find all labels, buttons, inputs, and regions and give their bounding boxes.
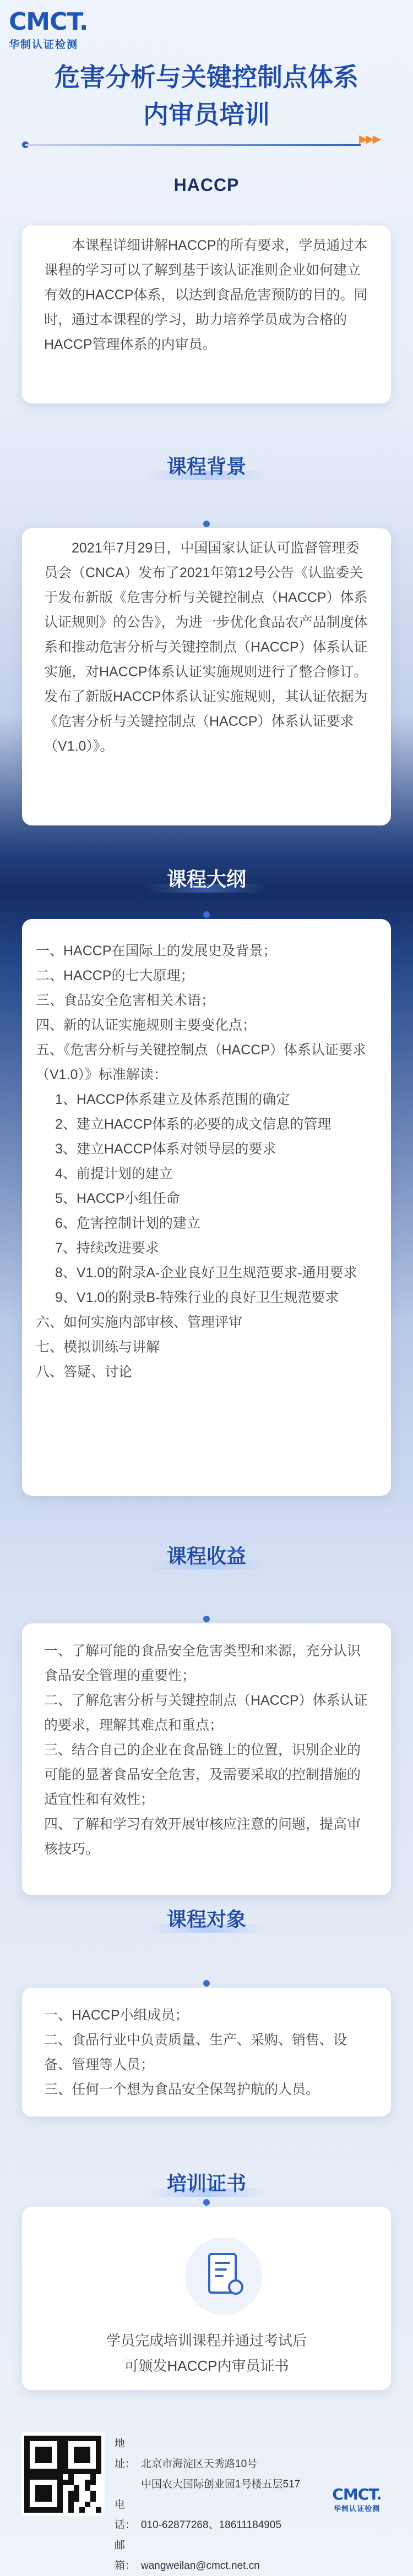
outline-item: 四、新的认证实施规则主要变化点；	[36, 1018, 257, 1033]
section-heading-benefits	[0, 1541, 413, 1572]
footer-logo[interactable]	[324, 2486, 390, 2513]
section-heading-background	[0, 451, 413, 482]
section-title: 课程背景	[140, 451, 273, 482]
outline-subitem: 8、V1.0的附录A-企业良好卫生规范要求-通用要求	[55, 1265, 357, 1281]
section-dot	[203, 911, 210, 918]
benefit-item: 二、了解危害分析与关键控制点（HACCP）体系认证的要求，理解其难点和重点；	[44, 1693, 368, 1733]
section-dot	[203, 2199, 210, 2206]
benefit-item: 一、了解可能的食品安全危害类型和来源，充分认识食品安全管理的重要性；	[44, 1643, 361, 1683]
email-label: 邮箱：	[115, 2540, 136, 2572]
phone-row	[115, 2495, 300, 2535]
outline-subitem: 9、V1.0的附录B-特殊行业的良好卫生规范要求	[55, 1290, 339, 1305]
certificate-card	[22, 2207, 391, 2390]
outline-subitem: 3、建立HACCP体系对领导层的要求	[55, 1141, 276, 1157]
phone-label: 电话：	[115, 2499, 136, 2531]
contact-info	[115, 2433, 300, 2576]
outline-subitem: 7、持续改进要求	[55, 1240, 159, 1256]
email-value[interactable]: wangweilan@cmct.net.cn	[141, 2560, 260, 2572]
certificate-line-1: 学员完成培训课程并通过考试后	[106, 2332, 307, 2349]
section-title: 培训证书	[140, 2168, 273, 2199]
phone-value[interactable]: 010-62877268、18611184905	[141, 2519, 281, 2531]
intro-text: 本课程详细讲解HACCP的所有要求，学员通过本课程的学习可以了解到基于该认证准则企业如何建立有效的HACCP体系，以达到食品危害预防的目的。同时，通过本课程的学习，助力培养学员成为合格的HACCP管理体系的内审员。	[44, 238, 368, 352]
outline-subitem: 4、前提计划的建立	[55, 1166, 173, 1182]
audience-item: 一、HACCP小组成员；	[44, 2008, 189, 2023]
section-dot	[203, 521, 210, 527]
title-divider	[25, 144, 361, 146]
outline-item: 八、答疑、讨论	[36, 1364, 133, 1380]
section-heading-outline	[0, 864, 413, 895]
outline-card	[22, 919, 391, 1496]
outline-subitem: 5、HACCP小组任命	[55, 1191, 180, 1206]
background-card	[22, 528, 391, 825]
page-subtitle: HACCP	[173, 175, 240, 195]
logo-subtitle: 华制认证检测	[9, 39, 79, 51]
certificate-line-2: 可颁发HACCP内审员证书	[124, 2358, 289, 2374]
section-dot	[203, 1980, 210, 1987]
address-row	[115, 2433, 300, 2474]
qr-code-icon[interactable]	[21, 2432, 105, 2516]
address-label: 地址：	[115, 2438, 136, 2470]
outline-item: 二、HACCP的七大原理；	[36, 968, 194, 983]
email-row	[115, 2535, 300, 2576]
outline-item: 一、HACCP在国际上的发展史及背景；	[36, 943, 277, 959]
outline-subitem: 2、建立HACCP体系的必要的成文信息的管理	[55, 1117, 332, 1132]
outline-subitem: 1、HACCP体系建立及体系范围的确定	[55, 1092, 290, 1107]
page-title-line-1: 危害分析与关键控制点体系	[55, 62, 358, 92]
outline-subitem: 6、危害控制计划的建立	[55, 1216, 200, 1231]
arrows-icon: ▶▶▶	[359, 133, 380, 145]
footer-logo-mark: CMCT.	[332, 2485, 382, 2503]
audience-card	[22, 1988, 391, 2116]
outline-item: 五、《危害分析与关键控制点（HACCP）体系认证要求（V1.0）》标准解读：	[36, 1042, 367, 1082]
page-title-line-2: 内审员培训	[143, 100, 270, 129]
certificate-icon	[185, 2238, 262, 2315]
section-heading-certificate	[0, 2168, 413, 2199]
background-text: 2021年7月29日，中国国家认证认可监督管理委员会（CNCA）发布了2021年第12号公告《认监委关于发布新版《危害分析与关键控制点（HACCP）体系认证规则》的公告》，为进一步优化食品农产品制度体系和推动危害分析与关键控制点（HACCP）体系认证实施，对HACCP体系认证实施规则进行了整合修订。发布了新版HACCP体系认证实施规则，其认证依据为《危害分析与关键控制点（HACCP）体系认证要求（V1.0）》。	[44, 540, 368, 754]
address-value: 北京市海淀区天秀路10号	[141, 2458, 258, 2470]
intro-card	[22, 226, 391, 403]
certificate-text	[22, 2328, 391, 2378]
audience-item: 三、任何一个想为食品安全保驾护航的人员。	[44, 2082, 320, 2097]
brand-logo[interactable]	[9, 10, 113, 51]
benefits-card	[22, 1623, 391, 1895]
logo-mark: CMCT.	[9, 8, 88, 36]
outline-item: 六、如何实施内部审核、管理评审	[36, 1315, 243, 1330]
address-row-2	[115, 2474, 300, 2495]
section-title: 课程对象	[140, 1904, 273, 1935]
audience-item: 二、食品行业中负责质量、生产、采购、销售、设备、管理等人员；	[44, 2032, 347, 2072]
benefit-item: 四、了解和学习有效开展审核应注意的问题，提高审核技巧。	[44, 1817, 361, 1857]
outline-item: 三、食品安全危害相关术语；	[36, 993, 215, 1008]
benefit-item: 三、结合自己的企业在食品链上的位置，识别企业的可能的显著食品安全危害，及需要采取的控制措施的适宜性和有效性；	[44, 1742, 361, 1807]
section-title: 课程大纲	[140, 864, 273, 895]
section-heading-audience	[0, 1904, 413, 1935]
section-dot	[203, 1616, 210, 1622]
footer	[0, 2421, 413, 2572]
outline-list	[36, 939, 377, 1385]
footer-logo-subtitle: 华制认证检测	[333, 2505, 380, 2513]
section-title: 课程收益	[140, 1541, 273, 1572]
address-value-2: 中国农大国际创业园1号楼五层517	[141, 2479, 301, 2490]
outline-item: 七、模拟训练与讲解	[36, 1339, 160, 1355]
